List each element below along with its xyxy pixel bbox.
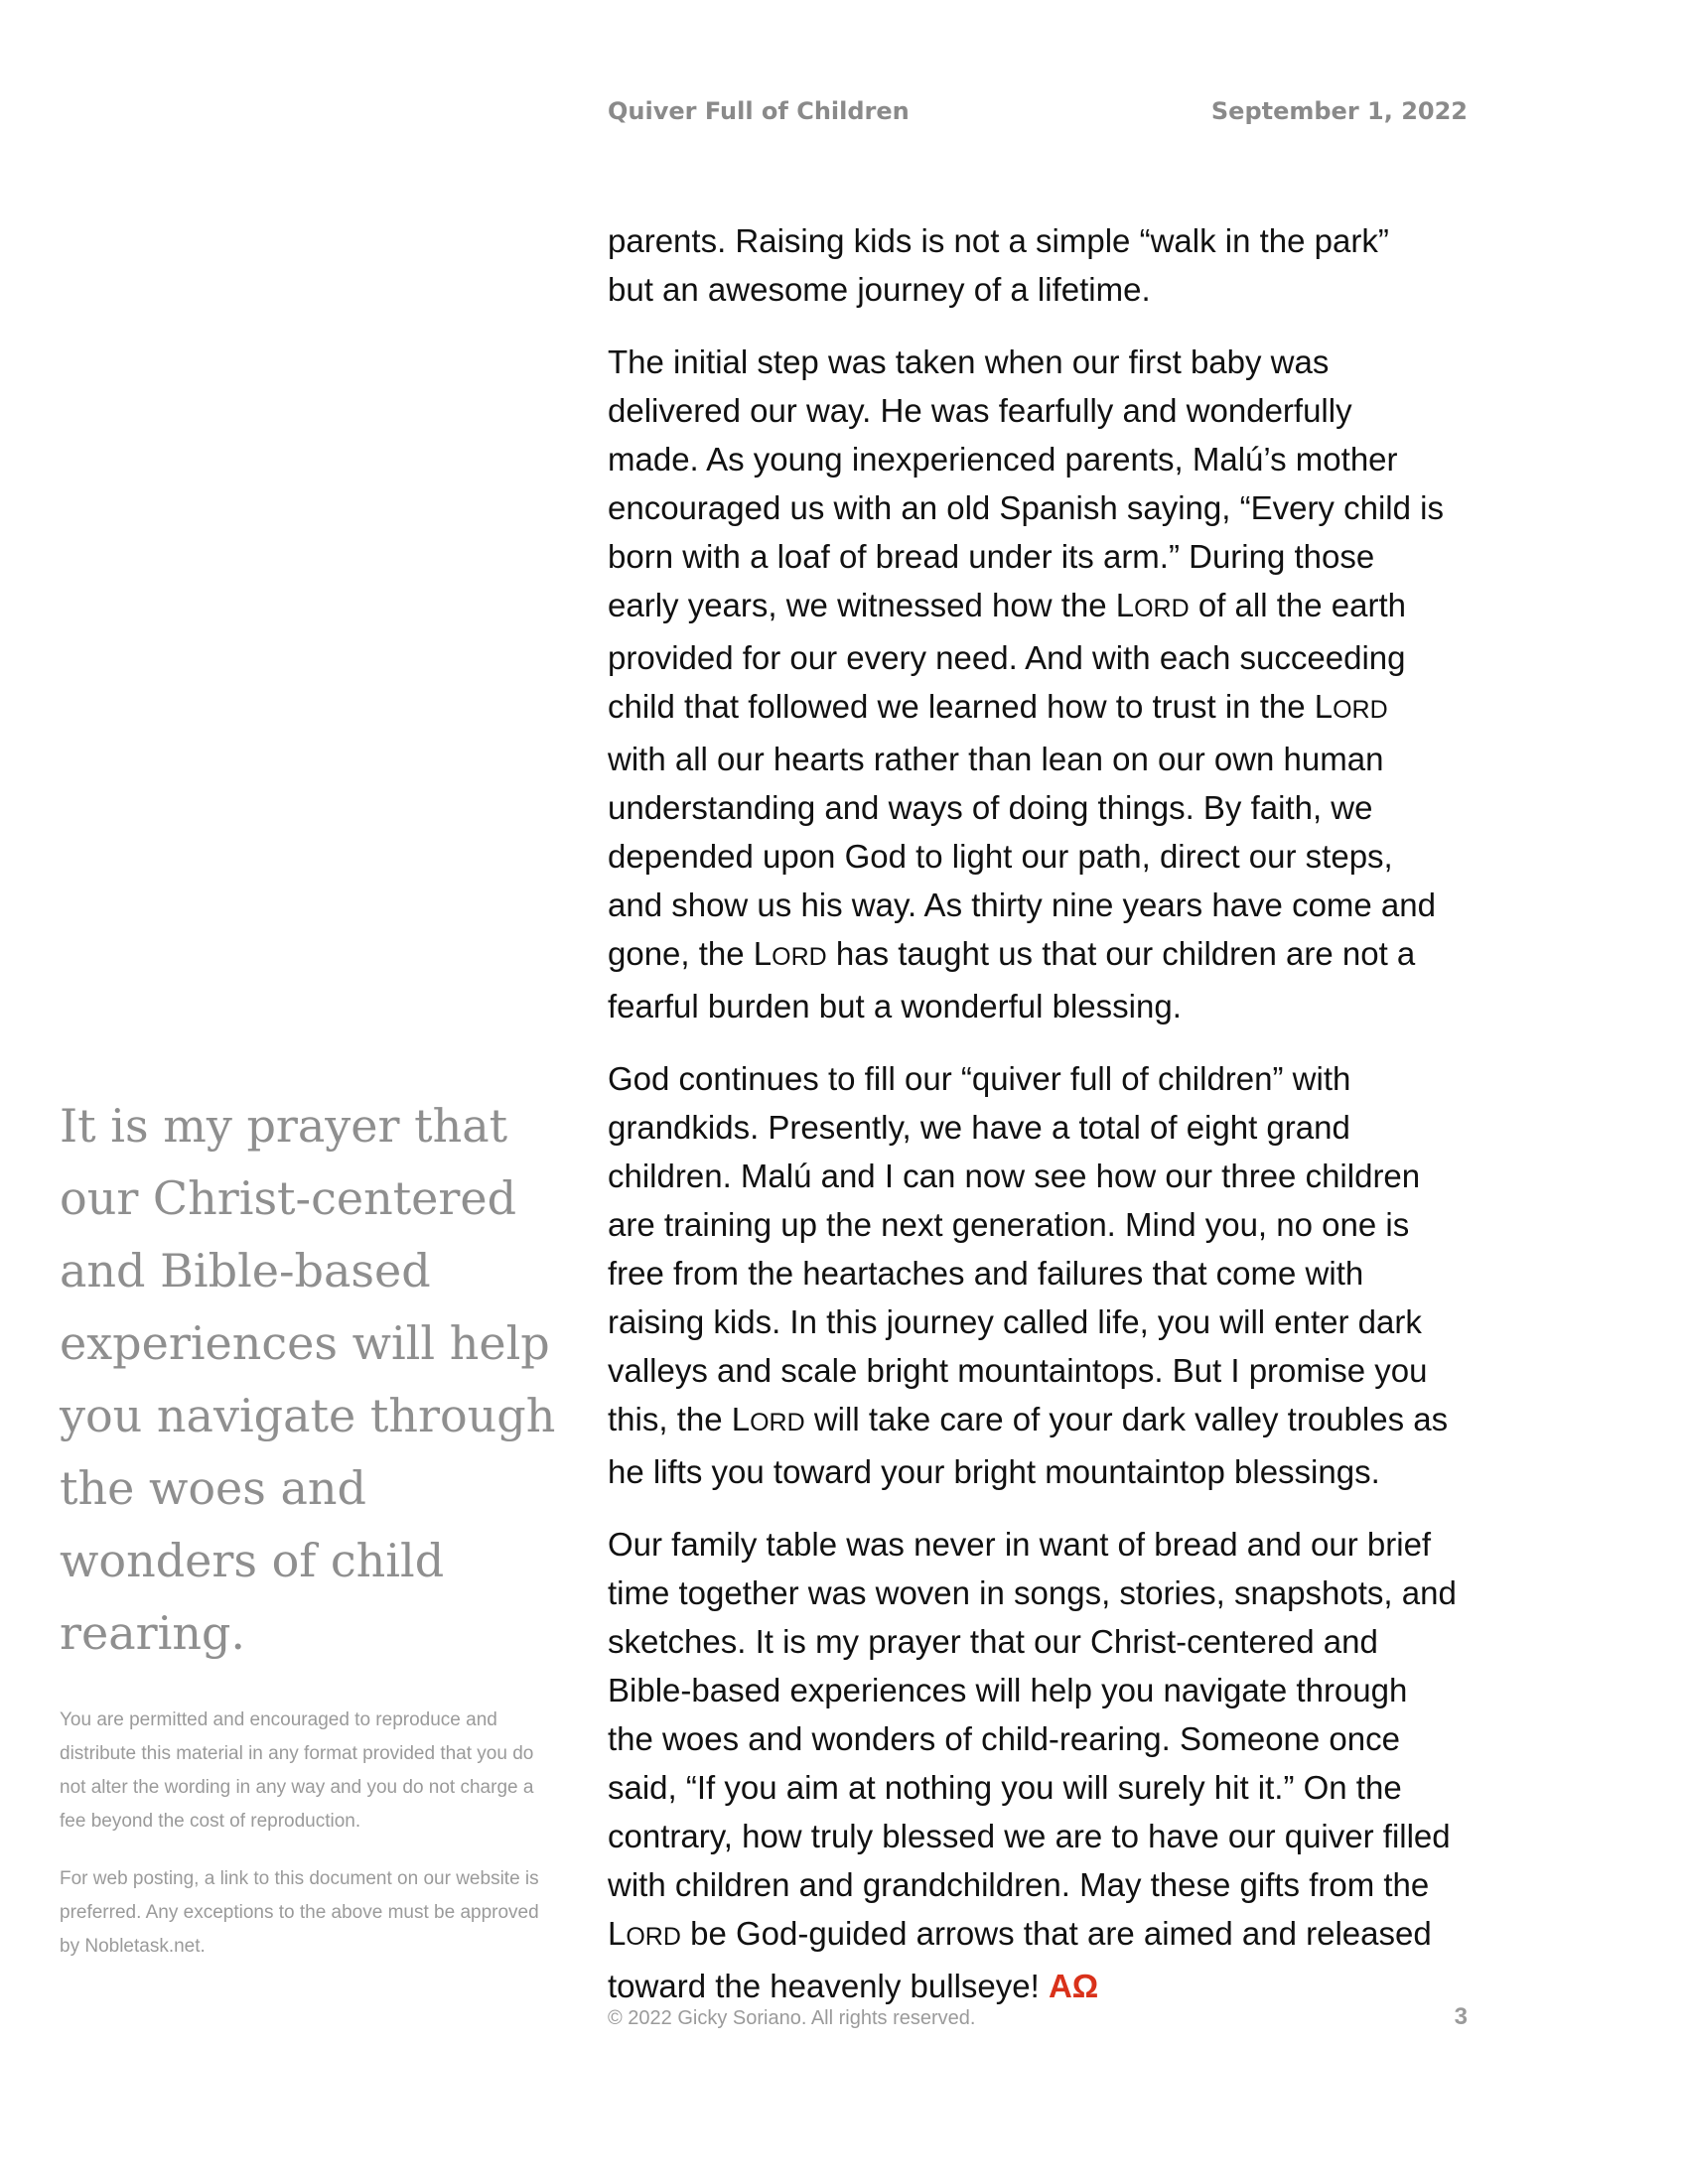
text-segment: has taught us that our children are not a (826, 935, 1416, 972)
text-segment: made. As young inexperienced parents, Malú’s mother (608, 441, 1398, 478)
text-segment: of all the earth (1189, 587, 1406, 623)
pull-quote-line: It is my prayer that (60, 1099, 508, 1153)
text-segment: gone, the L (608, 935, 773, 972)
body-text (608, 216, 1481, 2034)
copyright-notice: © 2022 Gicky Soriano. All rights reserved. (608, 2007, 976, 2029)
text-segment: early years, we witnessed how the L (608, 587, 1135, 623)
pull-quote-line: experiences will help (60, 1316, 550, 1370)
page-footer (608, 2003, 1468, 2043)
small-caps-text: ORD (1333, 696, 1388, 724)
text-segment: with all our hearts rather than lean on our own human (608, 741, 1384, 777)
page-number: 3 (1454, 2003, 1468, 2030)
text-line (608, 1909, 1481, 1962)
text-segment: delivered our way. He was fearfully and wonderfully (608, 392, 1352, 429)
text-line (608, 1249, 1481, 1297)
text-segment: understanding and ways of doing things. By faith, we (608, 789, 1373, 826)
text-line (608, 1763, 1481, 1812)
text-segment: fearful burden but a wonderful blessing. (608, 988, 1182, 1024)
text-segment: sketches. It is my prayer that our Christ-centered and (608, 1623, 1378, 1660)
text-segment: are training up the next generation. Mind you, no one is (608, 1206, 1410, 1243)
text-segment: born with a loaf of bread under its arm.” During those (608, 538, 1375, 575)
text-segment: time together was woven in songs, stories, snapshots, and (608, 1574, 1457, 1611)
text-line (608, 1447, 1481, 1496)
text-segment: raising kids. In this journey called life, you will enter dark (608, 1303, 1422, 1340)
permission-notice (60, 1704, 546, 1987)
text-segment: toward the heavenly bullseye! (608, 1968, 1049, 2004)
text-line (608, 1666, 1481, 1714)
pull-quote-line: our Christ-centered (60, 1171, 517, 1225)
text-line (608, 1346, 1481, 1395)
document-date: September 1, 2022 (1210, 97, 1468, 125)
text-line (608, 929, 1481, 982)
text-segment: he lifts you toward your bright mountaintop blessings. (608, 1453, 1380, 1490)
body-paragraph (608, 1520, 1481, 2010)
text-line (608, 783, 1481, 832)
small-caps-text: ORD (626, 1923, 681, 1951)
text-segment: the woes and wonders of child-rearing. Someone once (608, 1720, 1400, 1757)
text-segment: encouraged us with an old Spanish saying, “Every child is (608, 489, 1444, 526)
text-segment: provided for our every need. And with each succeeding (608, 639, 1406, 676)
text-line (608, 435, 1481, 483)
text-segment: and show us his way. As thirty nine years have come and (608, 887, 1436, 923)
permission-paragraph-reproduce: You are permitted and encouraged to reproduce and distribute this material in any format provided that you do not alter the wording in any way and you do not charge a fee beyond the cost of reproduction. (60, 1709, 534, 1832)
text-line (608, 1054, 1481, 1103)
pull-quote-line: you navigate through (60, 1389, 556, 1442)
text-segment: children. Malú and I can now see how our three children (608, 1158, 1421, 1194)
text-line (608, 1617, 1481, 1666)
text-line (608, 1714, 1481, 1763)
alpha-omega-mark: ΑΩ (1048, 1968, 1099, 2004)
text-segment: free from the heartaches and failures that come with (608, 1255, 1364, 1292)
text-segment: God continues to fill our “quiver full of children” with (608, 1060, 1351, 1097)
text-line (608, 265, 1481, 314)
text-segment: contrary, how truly blessed we are to have our quiver filled (608, 1818, 1451, 1854)
text-segment: said, “If you aim at nothing you will surely hit it.” On the (608, 1769, 1402, 1806)
text-line (608, 1569, 1481, 1617)
text-segment: valleys and scale bright mountaintops. But I promise you (608, 1352, 1428, 1389)
text-segment: L (608, 1915, 627, 1952)
text-segment: be God-guided arrows that are aimed and released (680, 1915, 1432, 1952)
text-line (608, 682, 1481, 735)
pull-quote (60, 1090, 556, 1670)
text-line (608, 216, 1481, 265)
text-line (608, 1520, 1481, 1569)
text-segment: with children and grandchildren. May these gifts from the (608, 1866, 1430, 1903)
text-segment: Bible-based experiences will help you navigate through (608, 1672, 1408, 1708)
pull-quote-line: and Bible-based (60, 1244, 431, 1297)
text-segment: this, the L (608, 1401, 751, 1437)
text-segment: but an awesome journey of a lifetime. (608, 271, 1151, 308)
text-line (608, 1200, 1481, 1249)
body-paragraph (608, 216, 1481, 314)
text-line (608, 1297, 1481, 1346)
text-line (608, 1860, 1481, 1909)
text-line (608, 1152, 1481, 1200)
small-caps-text: ORD (750, 1409, 805, 1436)
text-line (608, 1812, 1481, 1860)
pull-quote-line: the woes and (60, 1461, 366, 1515)
permission-paragraph-web: For web posting, a link to this document on our website is preferred. Any exceptions to the above must be approved by Nobletask.net. (60, 1868, 539, 1957)
small-caps-text: ORD (772, 943, 827, 971)
page-header (608, 97, 1468, 137)
text-segment: will take care of your dark valley troubles as (804, 1401, 1449, 1437)
pull-quote-line: wonders of child (60, 1534, 445, 1587)
document-title: Quiver Full of Children (608, 97, 910, 125)
text-line (608, 338, 1481, 386)
text-segment: The initial step was taken when our first baby was (608, 343, 1330, 380)
text-line (608, 483, 1481, 532)
text-line (608, 982, 1481, 1030)
text-line (608, 581, 1481, 633)
text-line (608, 633, 1481, 682)
text-line (608, 532, 1481, 581)
text-line (608, 1395, 1481, 1447)
body-paragraph (608, 338, 1481, 1030)
text-segment: depended upon God to light our path, direct our steps, (608, 838, 1393, 875)
text-line (608, 1103, 1481, 1152)
text-line (608, 386, 1481, 435)
text-segment: grandkids. Presently, we have a total of eight grand (608, 1109, 1350, 1146)
text-line (608, 881, 1481, 929)
text-segment: child that followed we learned how to trust in the L (608, 688, 1334, 725)
body-paragraph (608, 1054, 1481, 1496)
pull-quote-line: rearing. (60, 1606, 246, 1660)
text-line (608, 735, 1481, 783)
text-segment: parents. Raising kids is not a simple “walk in the park” (608, 222, 1389, 259)
small-caps-text: ORD (1134, 595, 1190, 622)
text-line (608, 832, 1481, 881)
text-segment: Our family table was never in want of bread and our brief (608, 1526, 1432, 1563)
